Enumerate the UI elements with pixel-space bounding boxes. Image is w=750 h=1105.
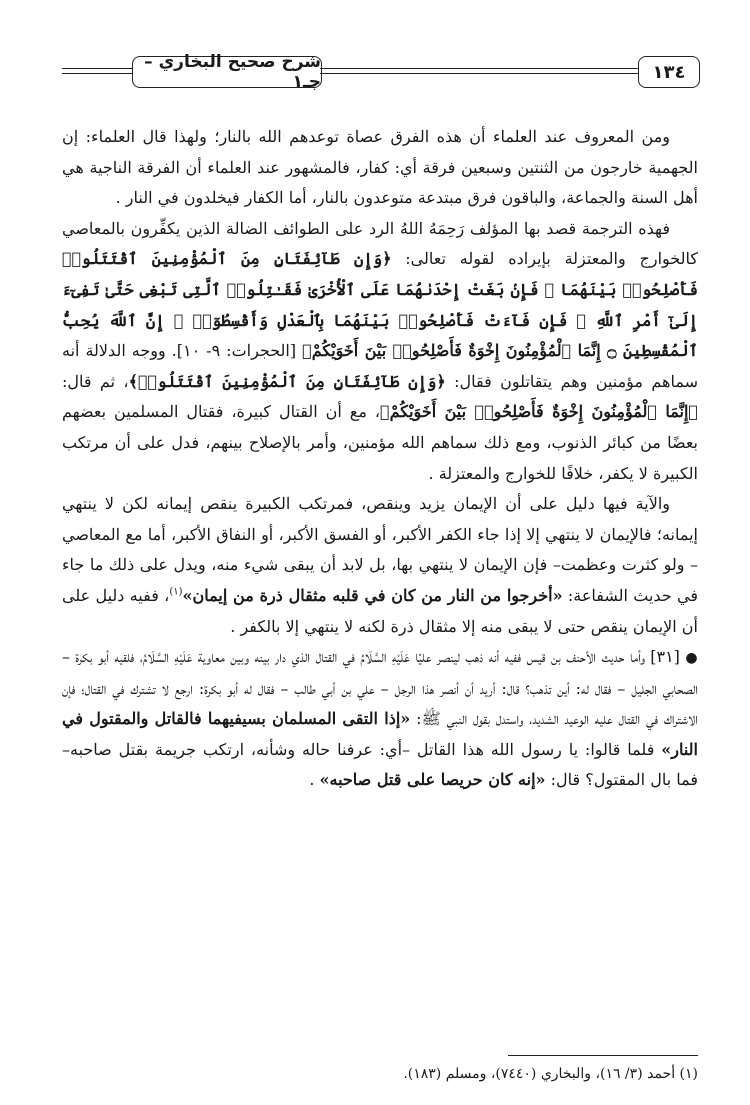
quran-verse: ﴿وَإِن طَآئِفَتَانِ مِنَ ٱلْمُؤْمِنِينَ ٱقْتَتَلُوا۟﴾ xyxy=(128,371,446,391)
paragraph-text: . xyxy=(309,770,320,790)
paragraph xyxy=(62,214,698,489)
header-rule-right xyxy=(320,68,638,74)
paragraph xyxy=(62,489,698,642)
paragraph xyxy=(62,642,698,796)
hadith-quote: «إذا التقى المسلمان بسيفيهما فالقاتل والمقتول في النار» xyxy=(62,709,698,759)
page-number: ١٣٤ xyxy=(638,56,700,88)
book-title: شرح صحيح البخاري – جـ١ xyxy=(132,56,322,88)
paragraph-text: فهذه الترجمة قصد بها المؤلف رَحِمَهُ اللهُ الرد على الطوائف الضالة الذين يكفِّرون بالمعاصي كالخوارج والمعتزلة بإيراده لقوله تعالى: xyxy=(62,218,698,269)
hadith-quote: «أخرجوا من النار من كان في قلبه مثقال ذرة من إيمان» xyxy=(182,585,563,605)
paragraph-text: ، ثم قال: xyxy=(62,371,129,391)
page-header xyxy=(62,52,698,92)
quran-verse: ﴿وَإِن طَآئِفَتَانِ مِنَ ٱلْمُؤْمِنِينَ ٱقْتَتَلُوا۟ فَأَصْلِحُوا۟ بَيْنَهُمَا ۖ فَإِنۢ بَغَتْ إِحْدَىٰهُمَا عَلَى ٱلْأُخْرَىٰ فَقَـٰتِلُوا۟ ٱلَّتِى تَبْغِى حَتَّىٰ تَفِىٓءَ إِلَىٰٓ أَمْرِ ٱللَّهِ ۚ فَإِن فَآءَتْ فَأَصْلِحُوا۟ بَيْنَهُمَا بِٱلْعَدْلِ وَأَقْسِطُوٓا۟ ۖ إِنَّ ٱللَّهَ يُحِبُّ ٱلْمُقْسِطِينَ ۝ إِنَّمَا ٱلْمُؤْمِنُونَ إِخْوَةٌ فَأَصْلِحُوا۟ بَيْنَ أَخَوَيْكُمْ﴾ xyxy=(62,249,699,361)
quran-verse: ﴿إِنَّمَا ٱلْمُؤْمِنُونَ إِخْوَةٌ فَأَصْلِحُوا۟ بَيْنَ أَخَوَيْكُمْ﴾ xyxy=(380,402,698,422)
paragraph: ومن المعروف عند العلماء أن هذه الفرق عصاة توعدهم الله بالنار؛ ولهذا قال العلماء: إن الجهمية خارجون من الثنتين وسبعين فرقة أي: كفار، فالمشهور عند العلماء أن الفرقة الناجية هي أهل السنة والجماعة، والباقون فرق مبتدعة متوعدون بالنار، أما الكفار فيخلدون في النار . xyxy=(62,127,698,208)
footnote: (١) أحمد (٣/ ١٦)، والبخاري (٧٤٤٠)، ومسلم (١٨٣). xyxy=(403,1066,698,1082)
paragraph-text: ووجه الدلالة أنه سماهم مؤمنين وهم يتقاتلون فقال: xyxy=(62,341,699,391)
header-rule-left xyxy=(62,68,132,74)
paragraph-text: [٣١] وأما حديث الأحنف بن قيس ففيه أنه ذهب لينصر عليًا عَلَيْهِ السَّلَامُ في القتال الذي دار بينه وبين معاوية عَلَيْهِ السَّلَامُ، فلقيه أبو بكرة – الصحابي الجليل – فقال له: أين تذهب؟ قال: أريد أن أنصر هذا الرجل – علي بن أبي طالب – فقال له أبو بكرة: ارجع لا تشترك في القتال؛ فإن الاشتراك في القتال عليه الوعيد الشديد، واستدل بقول النبي ﷺ: xyxy=(62,647,698,729)
hadith-quote: «إنه كان حريصا على قتل صاحبه» xyxy=(319,770,546,790)
verse-reference: [الحجرات: ٩- ١٠]. xyxy=(165,341,303,361)
footnote-reference[interactable]: (١) xyxy=(169,586,183,598)
bullet-icon: ● xyxy=(685,650,698,667)
paragraph-text: ، مع أن القتال كبيرة، فقتال المسلمين بعضهم بعضًا من كبائر الذنوب، ومع ذلك سماهم الله مؤمنين، وأمر بالإصلاح بينهم، فدل على أن مرتكب الكبيرة لا يكفر، خلافًا للخوارج والمعتزلة . xyxy=(62,402,698,483)
paragraph-text: فلما قالوا: يا رسول الله هذا القاتل –أي: عرفنا حاله وشأنه، ارتكب جريمة بقتل صاحبه– فما بال المقتول؟ قال: xyxy=(62,739,698,790)
main-text xyxy=(62,122,698,796)
paragraph-text: والآية فيها دليل على أن الإيمان يزيد وينقص، فمرتكب الكبيرة ينقص إيمانه لكن لا ينتهي إيمانه؛ فالإيمان لا ينتهي إلا إذا جاء الكفر الأكبر، أو الفسق الأكبر، أو النفاق الأكبر، أما مع المعاصي – ولو كثرت وعظمت– فإن الإيمان لا ينتهي بها، بل لابد أن يبقى شيء منه، ويدل على ذلك ما جاء في حديث الشفاعة: xyxy=(62,494,698,605)
footnote-divider xyxy=(508,1055,698,1056)
paragraph-text: ، ففيه دليل على أن الإيمان ينقص حتى لا يبقى منه إلا مثقال ذرة لكنه لا ينتهي إلا بالكفر . xyxy=(62,585,698,636)
